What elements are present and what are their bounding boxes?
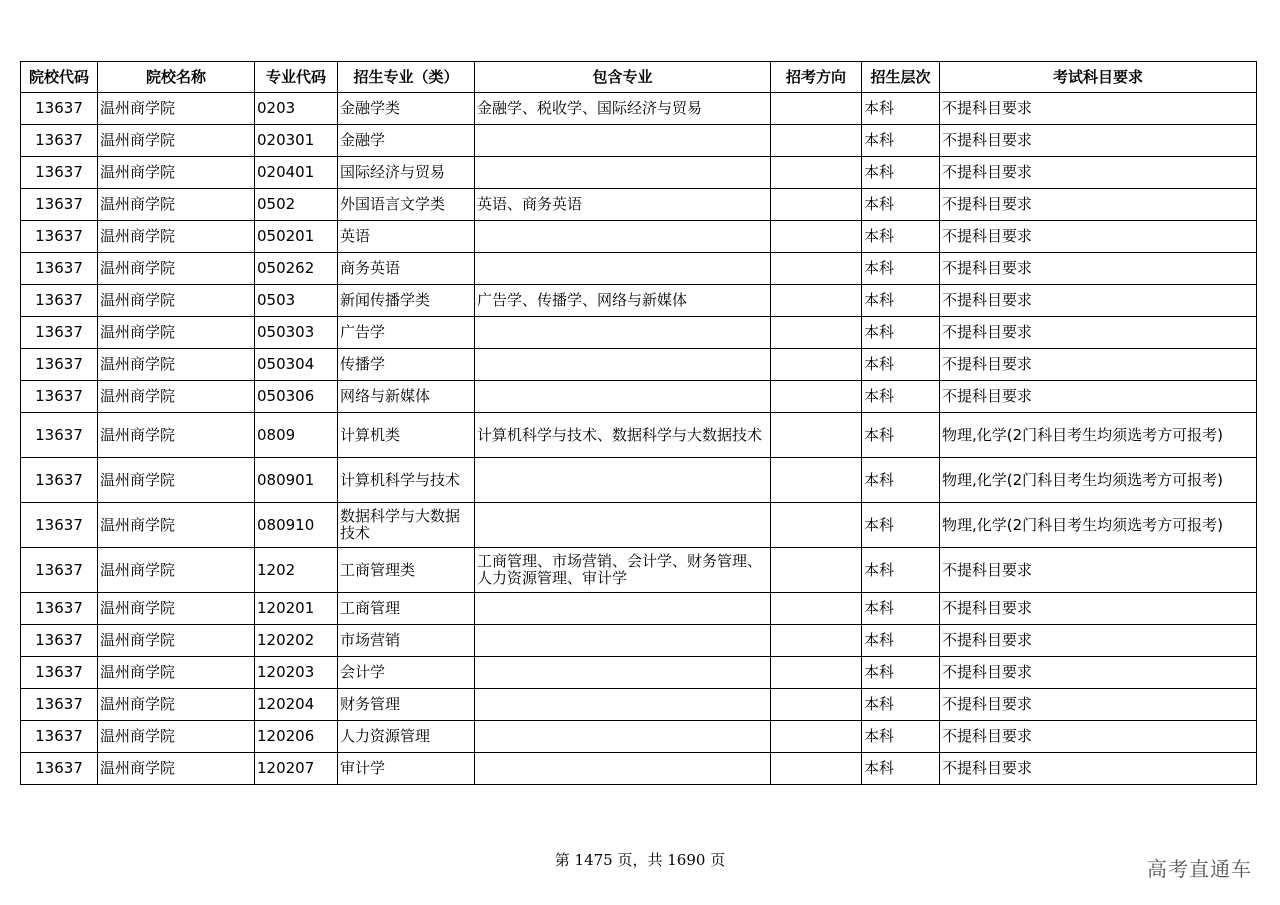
cell-direction: [771, 317, 862, 349]
cell-subject-requirements: 不提科目要求: [940, 625, 1257, 657]
cell-level: 本科: [862, 93, 940, 125]
table-body: [21, 93, 1257, 785]
header-school-code: 院校代码: [21, 62, 98, 93]
cell-school-code: 13637: [21, 625, 98, 657]
cell-included-majors: 英语、商务英语: [475, 189, 771, 221]
table-row: [21, 157, 1257, 189]
cell-direction: [771, 189, 862, 221]
cell-subject-requirements: 不提科目要求: [940, 593, 1257, 625]
table-row: [21, 349, 1257, 381]
cell-school-name: 温州商学院: [98, 458, 255, 503]
cell-subject-requirements: 不提科目要求: [940, 253, 1257, 285]
cell-school-name: 温州商学院: [98, 503, 255, 548]
cell-school-name: 温州商学院: [98, 93, 255, 125]
cell-subject-requirements: 不提科目要求: [940, 221, 1257, 253]
cell-school-code: 13637: [21, 285, 98, 317]
cell-major-code: 050306: [255, 381, 338, 413]
cell-subject-requirements: 不提科目要求: [940, 349, 1257, 381]
cell-direction: [771, 657, 862, 689]
cell-subject-requirements: 不提科目要求: [940, 753, 1257, 785]
cell-included-majors: [475, 317, 771, 349]
table-row: [21, 689, 1257, 721]
table-row: [21, 753, 1257, 785]
header-major-code: 专业代码: [255, 62, 338, 93]
cell-school-name: 温州商学院: [98, 253, 255, 285]
table-row: [21, 593, 1257, 625]
cell-included-majors: [475, 503, 771, 548]
cell-subject-requirements: 物理,化学(2门科目考生均须选考方可报考): [940, 503, 1257, 548]
cell-school-code: 13637: [21, 721, 98, 753]
cell-major-code: 120207: [255, 753, 338, 785]
cell-major-code: 120201: [255, 593, 338, 625]
cell-school-code: 13637: [21, 413, 98, 458]
cell-major-code: 120206: [255, 721, 338, 753]
cell-direction: [771, 285, 862, 317]
cell-major-code: 020401: [255, 157, 338, 189]
header-level: 招生层次: [862, 62, 940, 93]
cell-subject-requirements: 不提科目要求: [940, 93, 1257, 125]
cell-included-majors: [475, 125, 771, 157]
cell-school-name: 温州商学院: [98, 593, 255, 625]
header-major: 招生专业（类）: [338, 62, 475, 93]
watermark-text: 高考直通车: [1147, 857, 1252, 881]
cell-subject-requirements: 不提科目要求: [940, 157, 1257, 189]
cell-direction: [771, 253, 862, 285]
cell-major: 会计学: [338, 657, 475, 689]
cell-school-name: 温州商学院: [98, 189, 255, 221]
table-row: [21, 381, 1257, 413]
table-row: [21, 413, 1257, 458]
enrollment-table: [20, 61, 1257, 785]
table-row: [21, 625, 1257, 657]
cell-major-code: 0203: [255, 93, 338, 125]
cell-major: 新闻传播学类: [338, 285, 475, 317]
cell-major-code: 120204: [255, 689, 338, 721]
cell-level: 本科: [862, 125, 940, 157]
cell-subject-requirements: 物理,化学(2门科目考生均须选考方可报考): [940, 413, 1257, 458]
cell-school-code: 13637: [21, 317, 98, 349]
cell-included-majors: [475, 458, 771, 503]
cell-major-code: 0502: [255, 189, 338, 221]
cell-direction: [771, 503, 862, 548]
table-row: [21, 221, 1257, 253]
header-included-majors: 包含专业: [475, 62, 771, 93]
cell-major-code: 050201: [255, 221, 338, 253]
cell-school-code: 13637: [21, 93, 98, 125]
cell-school-name: 温州商学院: [98, 548, 255, 593]
cell-direction: [771, 721, 862, 753]
cell-major: 金融学: [338, 125, 475, 157]
cell-major: 网络与新媒体: [338, 381, 475, 413]
table-row: [21, 125, 1257, 157]
cell-subject-requirements: 不提科目要求: [940, 721, 1257, 753]
table-row: [21, 721, 1257, 753]
cell-subject-requirements: 不提科目要求: [940, 285, 1257, 317]
cell-direction: [771, 625, 862, 657]
cell-major-code: 120202: [255, 625, 338, 657]
cell-direction: [771, 157, 862, 189]
cell-school-code: 13637: [21, 381, 98, 413]
cell-subject-requirements: 不提科目要求: [940, 381, 1257, 413]
cell-school-name: 温州商学院: [98, 221, 255, 253]
cell-subject-requirements: 不提科目要求: [940, 689, 1257, 721]
cell-level: 本科: [862, 189, 940, 221]
cell-major-code: 020301: [255, 125, 338, 157]
cell-school-name: 温州商学院: [98, 721, 255, 753]
cell-major: 广告学: [338, 317, 475, 349]
cell-major: 人力资源管理: [338, 721, 475, 753]
cell-school-code: 13637: [21, 753, 98, 785]
cell-direction: [771, 548, 862, 593]
cell-included-majors: [475, 689, 771, 721]
cell-school-name: 温州商学院: [98, 625, 255, 657]
cell-level: 本科: [862, 221, 940, 253]
cell-major-code: 050303: [255, 317, 338, 349]
cell-level: 本科: [862, 157, 940, 189]
cell-level: 本科: [862, 721, 940, 753]
cell-direction: [771, 458, 862, 503]
cell-included-majors: [475, 253, 771, 285]
cell-school-name: 温州商学院: [98, 125, 255, 157]
cell-direction: [771, 381, 862, 413]
cell-included-majors: [475, 157, 771, 189]
cell-major: 计算机类: [338, 413, 475, 458]
cell-school-name: 温州商学院: [98, 657, 255, 689]
cell-subject-requirements: 不提科目要求: [940, 317, 1257, 349]
cell-school-code: 13637: [21, 548, 98, 593]
cell-major-code: 080910: [255, 503, 338, 548]
cell-school-name: 温州商学院: [98, 413, 255, 458]
cell-included-majors: 计算机科学与技术、数据科学与大数据技术: [475, 413, 771, 458]
cell-school-code: 13637: [21, 503, 98, 548]
cell-level: 本科: [862, 593, 940, 625]
cell-school-code: 13637: [21, 125, 98, 157]
cell-school-name: 温州商学院: [98, 381, 255, 413]
cell-school-code: 13637: [21, 593, 98, 625]
cell-school-code: 13637: [21, 253, 98, 285]
table-row: [21, 253, 1257, 285]
cell-included-majors: [475, 593, 771, 625]
cell-major: 商务英语: [338, 253, 475, 285]
cell-major: 审计学: [338, 753, 475, 785]
cell-school-name: 温州商学院: [98, 285, 255, 317]
table-row: [21, 503, 1257, 548]
cell-major-code: 080901: [255, 458, 338, 503]
cell-level: 本科: [862, 625, 940, 657]
cell-major: 市场营销: [338, 625, 475, 657]
cell-level: 本科: [862, 253, 940, 285]
cell-major-code: 120203: [255, 657, 338, 689]
table-row: [21, 285, 1257, 317]
cell-level: 本科: [862, 349, 940, 381]
cell-school-code: 13637: [21, 689, 98, 721]
cell-major-code: 0809: [255, 413, 338, 458]
cell-level: 本科: [862, 413, 940, 458]
cell-school-name: 温州商学院: [98, 157, 255, 189]
cell-school-code: 13637: [21, 349, 98, 381]
cell-major: 传播学: [338, 349, 475, 381]
header-direction: 招考方向: [771, 62, 862, 93]
table-header-row: [21, 62, 1257, 93]
table-row: [21, 317, 1257, 349]
cell-major: 工商管理: [338, 593, 475, 625]
cell-direction: [771, 221, 862, 253]
cell-major: 财务管理: [338, 689, 475, 721]
cell-direction: [771, 753, 862, 785]
cell-major: 计算机科学与技术: [338, 458, 475, 503]
cell-included-majors: [475, 625, 771, 657]
table-row: [21, 657, 1257, 689]
table-row: [21, 458, 1257, 503]
cell-direction: [771, 349, 862, 381]
cell-subject-requirements: 不提科目要求: [940, 548, 1257, 593]
cell-major: 外国语言文学类: [338, 189, 475, 221]
cell-subject-requirements: 不提科目要求: [940, 189, 1257, 221]
cell-school-name: 温州商学院: [98, 349, 255, 381]
cell-direction: [771, 413, 862, 458]
cell-direction: [771, 689, 862, 721]
page-number: 第 1475 页，共 1690 页: [554, 851, 726, 869]
cell-level: 本科: [862, 381, 940, 413]
cell-level: 本科: [862, 458, 940, 503]
cell-major: 工商管理类: [338, 548, 475, 593]
cell-school-name: 温州商学院: [98, 689, 255, 721]
cell-level: 本科: [862, 657, 940, 689]
cell-direction: [771, 593, 862, 625]
header-school-name: 院校名称: [98, 62, 255, 93]
cell-school-code: 13637: [21, 157, 98, 189]
cell-included-majors: 广告学、传播学、网络与新媒体: [475, 285, 771, 317]
cell-included-majors: [475, 657, 771, 689]
cell-major-code: 1202: [255, 548, 338, 593]
cell-included-majors: [475, 721, 771, 753]
cell-school-code: 13637: [21, 458, 98, 503]
cell-major: 国际经济与贸易: [338, 157, 475, 189]
cell-major: 英语: [338, 221, 475, 253]
cell-direction: [771, 125, 862, 157]
cell-included-majors: [475, 221, 771, 253]
cell-included-majors: [475, 381, 771, 413]
enrollment-table-container: [20, 61, 1256, 785]
cell-level: 本科: [862, 285, 940, 317]
cell-major: 金融学类: [338, 93, 475, 125]
cell-included-majors: 工商管理、市场营销、会计学、财务管理、人力资源管理、审计学: [475, 548, 771, 593]
cell-school-name: 温州商学院: [98, 317, 255, 349]
cell-level: 本科: [862, 503, 940, 548]
cell-level: 本科: [862, 753, 940, 785]
cell-direction: [771, 93, 862, 125]
cell-school-code: 13637: [21, 189, 98, 221]
cell-subject-requirements: 不提科目要求: [940, 657, 1257, 689]
table-row: [21, 93, 1257, 125]
cell-major-code: 050262: [255, 253, 338, 285]
cell-major-code: 0503: [255, 285, 338, 317]
cell-level: 本科: [862, 317, 940, 349]
cell-level: 本科: [862, 548, 940, 593]
cell-subject-requirements: 物理,化学(2门科目考生均须选考方可报考): [940, 458, 1257, 503]
cell-school-code: 13637: [21, 657, 98, 689]
table-row: [21, 548, 1257, 593]
cell-included-majors: 金融学、税收学、国际经济与贸易: [475, 93, 771, 125]
cell-included-majors: [475, 753, 771, 785]
cell-school-name: 温州商学院: [98, 753, 255, 785]
cell-included-majors: [475, 349, 771, 381]
header-subject-requirements: 考试科目要求: [940, 62, 1257, 93]
cell-level: 本科: [862, 689, 940, 721]
table-row: [21, 189, 1257, 221]
cell-major-code: 050304: [255, 349, 338, 381]
cell-major: 数据科学与大数据技术: [338, 503, 475, 548]
cell-school-code: 13637: [21, 221, 98, 253]
cell-subject-requirements: 不提科目要求: [940, 125, 1257, 157]
